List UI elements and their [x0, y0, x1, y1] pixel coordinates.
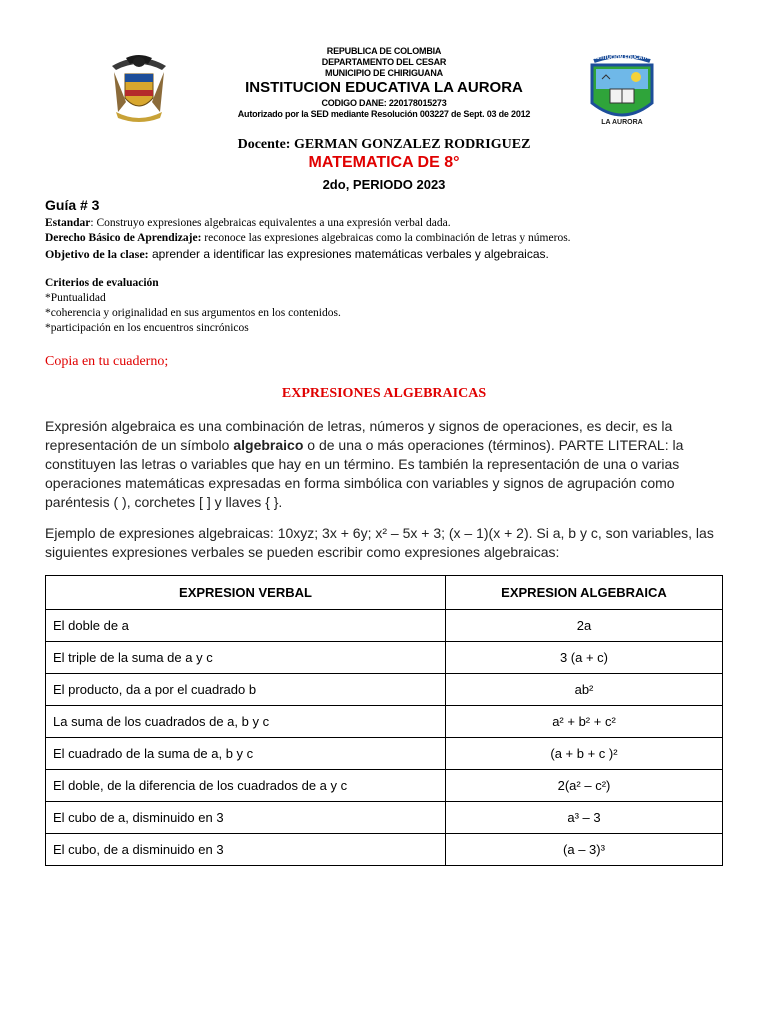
table-row [46, 706, 723, 738]
table-row [46, 642, 723, 674]
table-header-row [46, 576, 723, 610]
standard-text: : Construyo expresiones algebraicas equivalentes a una expresión verbal dada. [90, 217, 451, 229]
header-municipality: MUNICIPIO DE CHIRIGUANA [325, 68, 443, 78]
verbal-cell: El cubo de a, disminuido en 3 [46, 802, 446, 834]
definition-paragraph [45, 417, 725, 512]
table-row [46, 674, 723, 706]
algebraic-cell: a² + b² + c² [446, 706, 723, 738]
criteria-item: *coherencia y originalidad en sus argumentos en los contenidos. [45, 307, 341, 319]
table-row [46, 770, 723, 802]
school-logo-bottom-text: LA AURORA [601, 119, 643, 126]
verbal-cell: El triple de la suma de a y c [46, 642, 446, 674]
algebraic-cell: a³ – 3 [446, 802, 723, 834]
objective-line [45, 247, 549, 262]
section-title: EXPRESIONES ALGEBRAICAS [281, 386, 487, 401]
examples-paragraph: Ejemplo de expresiones algebraicas: 10xyz; 3x + 6y; x² – 5x + 3; (x – 1)(x + 2). Si a, b y c, son variables, las siguientes expresiones verbales se pueden escribir como expresiones algebraicas: [45, 525, 714, 560]
algebraic-cell: (a – 3)³ [446, 834, 723, 866]
school-logo-top-text: INSTITUCION EDUCATIVA [591, 55, 653, 61]
dba-text: reconoce las expresiones algebraicas como la combinación de letras y números. [201, 232, 571, 244]
verbal-cell: El producto, da a por el cuadrado b [46, 674, 446, 706]
header-institution: INSTITUCION EDUCATIVA LA AURORA [245, 79, 523, 96]
standard-label: Estandar [45, 217, 91, 229]
header-country: REPUBLICA DE COLOMBIA [326, 46, 442, 56]
table-row [46, 738, 723, 770]
definition-text-1: Expresión algebraica es una combinación de letras, números y signos de operaciones, es decir, es la representación de un símbolo [45, 418, 673, 453]
verbal-cell: El doble de a [46, 610, 446, 642]
criteria-title: Criterios de evaluación [45, 277, 159, 289]
header-authorization: Autorizado por la SED mediante Resolución 003227 de Sept. 03 de 2012 [237, 109, 531, 119]
verbal-cell: El cuadrado de la suma de a, b y c [46, 738, 446, 770]
header-dane-code: CODIGO DANE: 220178015273 [321, 98, 447, 108]
dba-line [45, 232, 571, 244]
teacher-name: Docente: GERMAN GONZALEZ RODRIGUEZ [237, 137, 531, 152]
criteria-item: *Puntualidad [45, 292, 106, 304]
table-row [46, 610, 723, 642]
algebraic-cell: 2(a² – c²) [446, 770, 723, 802]
definition-bold: algebraico [233, 437, 304, 453]
algebraic-cell: (a + b + c )² [446, 738, 723, 770]
verbal-cell: El doble, de la diferencia de los cuadrados de a y c [46, 770, 446, 802]
algebraic-cell: ab² [446, 674, 723, 706]
objective-label: Objetivo de la clase: [45, 247, 149, 261]
copy-instruction: Copia en tu cuaderno; [45, 354, 169, 369]
algebraic-cell: 3 (a + c) [446, 642, 723, 674]
header-verbal: EXPRESION VERBAL [46, 576, 446, 610]
verbal-cell: El cubo, de a disminuido en 3 [46, 834, 446, 866]
table-row [46, 802, 723, 834]
dba-label: Derecho Básico de Aprendizaje: [45, 232, 202, 244]
table-row [46, 834, 723, 866]
verbal-cell: La suma de los cuadrados de a, b y c [46, 706, 446, 738]
period-title: 2do, PERIODO 2023 [322, 177, 446, 192]
definition-text-2: o de una o más operaciones (términos). PARTE LITERAL: la constituyen las letras o variables que hay en un término. Es también la representación de una o varias operaciones matemáticas expresadas en forma simbólica con variables y signos de agrupación como paréntesis ( ), corchetes [ ] y llaves { }. [45, 437, 684, 510]
criteria-item: *participación en los encuentros sincrónicos [45, 322, 249, 334]
standard-line [45, 217, 451, 229]
algebraic-cell: 2a [446, 610, 723, 642]
guide-number: Guía # 3 [45, 197, 100, 213]
objective-text: aprender a identificar las expresiones matemáticas verbales y algebraicas. [148, 247, 549, 261]
header-algebraic: EXPRESION ALGEBRAICA [446, 576, 723, 610]
header-department: DEPARTAMENTO DEL CESAR [321, 57, 447, 67]
expressions-table [45, 575, 723, 866]
subject-title: MATEMATICA DE 8° [308, 154, 460, 171]
